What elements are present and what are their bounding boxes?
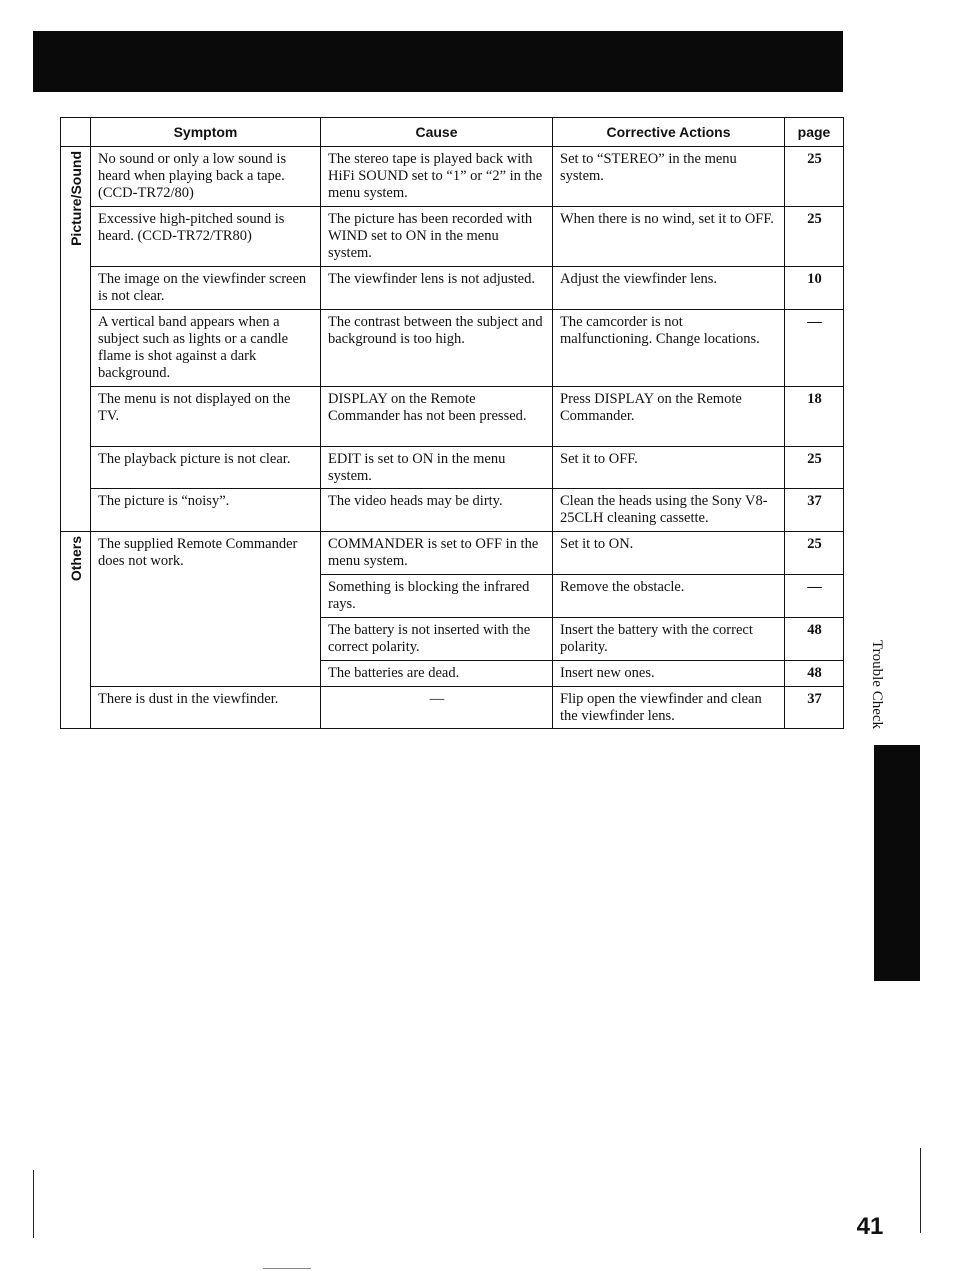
cause-cell: — (321, 687, 553, 729)
cause-cell: The viewfinder lens is not adjusted. (321, 267, 553, 310)
margin-rule-right (920, 1148, 921, 1233)
page-cell: — (785, 310, 844, 387)
symptom-cell: The playback picture is not clear. (91, 447, 321, 489)
margin-rule-left (33, 1170, 34, 1238)
action-cell: Set it to OFF. (553, 447, 785, 489)
action-cell: Insert the battery with the correct polarity. (553, 618, 785, 661)
page-cell: 10 (785, 267, 844, 310)
cause-cell: The picture has been recorded with WIND set to ON in the menu system. (321, 207, 553, 267)
troubleshooting-table (60, 117, 844, 729)
page-cell: 25 (785, 147, 844, 207)
page-cell: — (785, 575, 844, 618)
action-cell: Adjust the viewfinder lens. (553, 267, 785, 310)
action-cell: Remove the obstacle. (553, 575, 785, 618)
cause-cell: EDIT is set to ON in the menu system. (321, 447, 553, 489)
action-cell: Set it to ON. (553, 532, 785, 575)
symptom-cell: A vertical band appears when a subject such as lights or a candle flame is shot against a dark background. (91, 310, 321, 387)
footer-mark (263, 1268, 311, 1269)
table-row (61, 687, 844, 729)
table-row (61, 387, 844, 447)
action-cell: The camcorder is not malfunctioning. Change locations. (553, 310, 785, 387)
category-label: Picture/Sound (68, 151, 84, 246)
symptom-header: Symptom (91, 118, 321, 147)
symptom-cell: The supplied Remote Commander does not work. (91, 532, 321, 687)
cause-cell: The stereo tape is played back with HiFi SOUND set to “1” or “2” in the menu system. (321, 147, 553, 207)
category-header (61, 118, 91, 147)
page-cell: 48 (785, 618, 844, 661)
symptom-cell: Excessive high-pitched sound is heard. (CCD-TR72/TR80) (91, 207, 321, 267)
symptom-cell: The image on the viewfinder screen is not clear. (91, 267, 321, 310)
section-tab-label: Trouble Check (869, 640, 885, 730)
cause-cell: The contrast between the subject and background is too high. (321, 310, 553, 387)
action-cell: When there is no wind, set it to OFF. (553, 207, 785, 267)
page-cell: 48 (785, 661, 844, 687)
symptom-cell: The menu is not displayed on the TV. (91, 387, 321, 447)
action-cell: Press DISPLAY on the Remote Commander. (553, 387, 785, 447)
table-row (61, 147, 844, 207)
table-row (61, 532, 844, 575)
page-cell: 25 (785, 447, 844, 489)
action-cell: Insert new ones. (553, 661, 785, 687)
cause-cell: The battery is not inserted with the correct polarity. (321, 618, 553, 661)
cause-cell: DISPLAY on the Remote Commander has not been pressed. (321, 387, 553, 447)
category-label: Others (68, 536, 84, 582)
category-picture-sound (61, 147, 91, 532)
header-bar (33, 31, 843, 92)
cause-header: Cause (321, 118, 553, 147)
page-cell: 25 (785, 532, 844, 575)
symptom-cell: There is dust in the viewfinder. (91, 687, 321, 729)
page-cell: 37 (785, 489, 844, 532)
table-row (61, 447, 844, 489)
cause-cell: The batteries are dead. (321, 661, 553, 687)
cause-cell: The video heads may be dirty. (321, 489, 553, 532)
symptom-cell: No sound or only a low sound is heard when playing back a tape. (CCD-TR72/80) (91, 147, 321, 207)
table-row (61, 310, 844, 387)
actions-header: Corrective Actions (553, 118, 785, 147)
category-others (61, 532, 91, 729)
cause-cell: COMMANDER is set to OFF in the menu system. (321, 532, 553, 575)
action-cell: Clean the heads using the Sony V8-25CLH cleaning cassette. (553, 489, 785, 532)
section-tab-marker (874, 745, 920, 981)
cause-cell: Something is blocking the infrared rays. (321, 575, 553, 618)
table-row (61, 267, 844, 310)
page-cell: 18 (785, 387, 844, 447)
page-header: page (785, 118, 844, 147)
table-row (61, 489, 844, 532)
table-header-row (61, 118, 844, 147)
page-number: 41 (856, 1213, 884, 1240)
symptom-cell: The picture is “noisy”. (91, 489, 321, 532)
table-row (61, 207, 844, 267)
page-cell: 37 (785, 687, 844, 729)
action-cell: Flip open the viewfinder and clean the viewfinder lens. (553, 687, 785, 729)
page-cell: 25 (785, 207, 844, 267)
action-cell: Set to “STEREO” in the menu system. (553, 147, 785, 207)
